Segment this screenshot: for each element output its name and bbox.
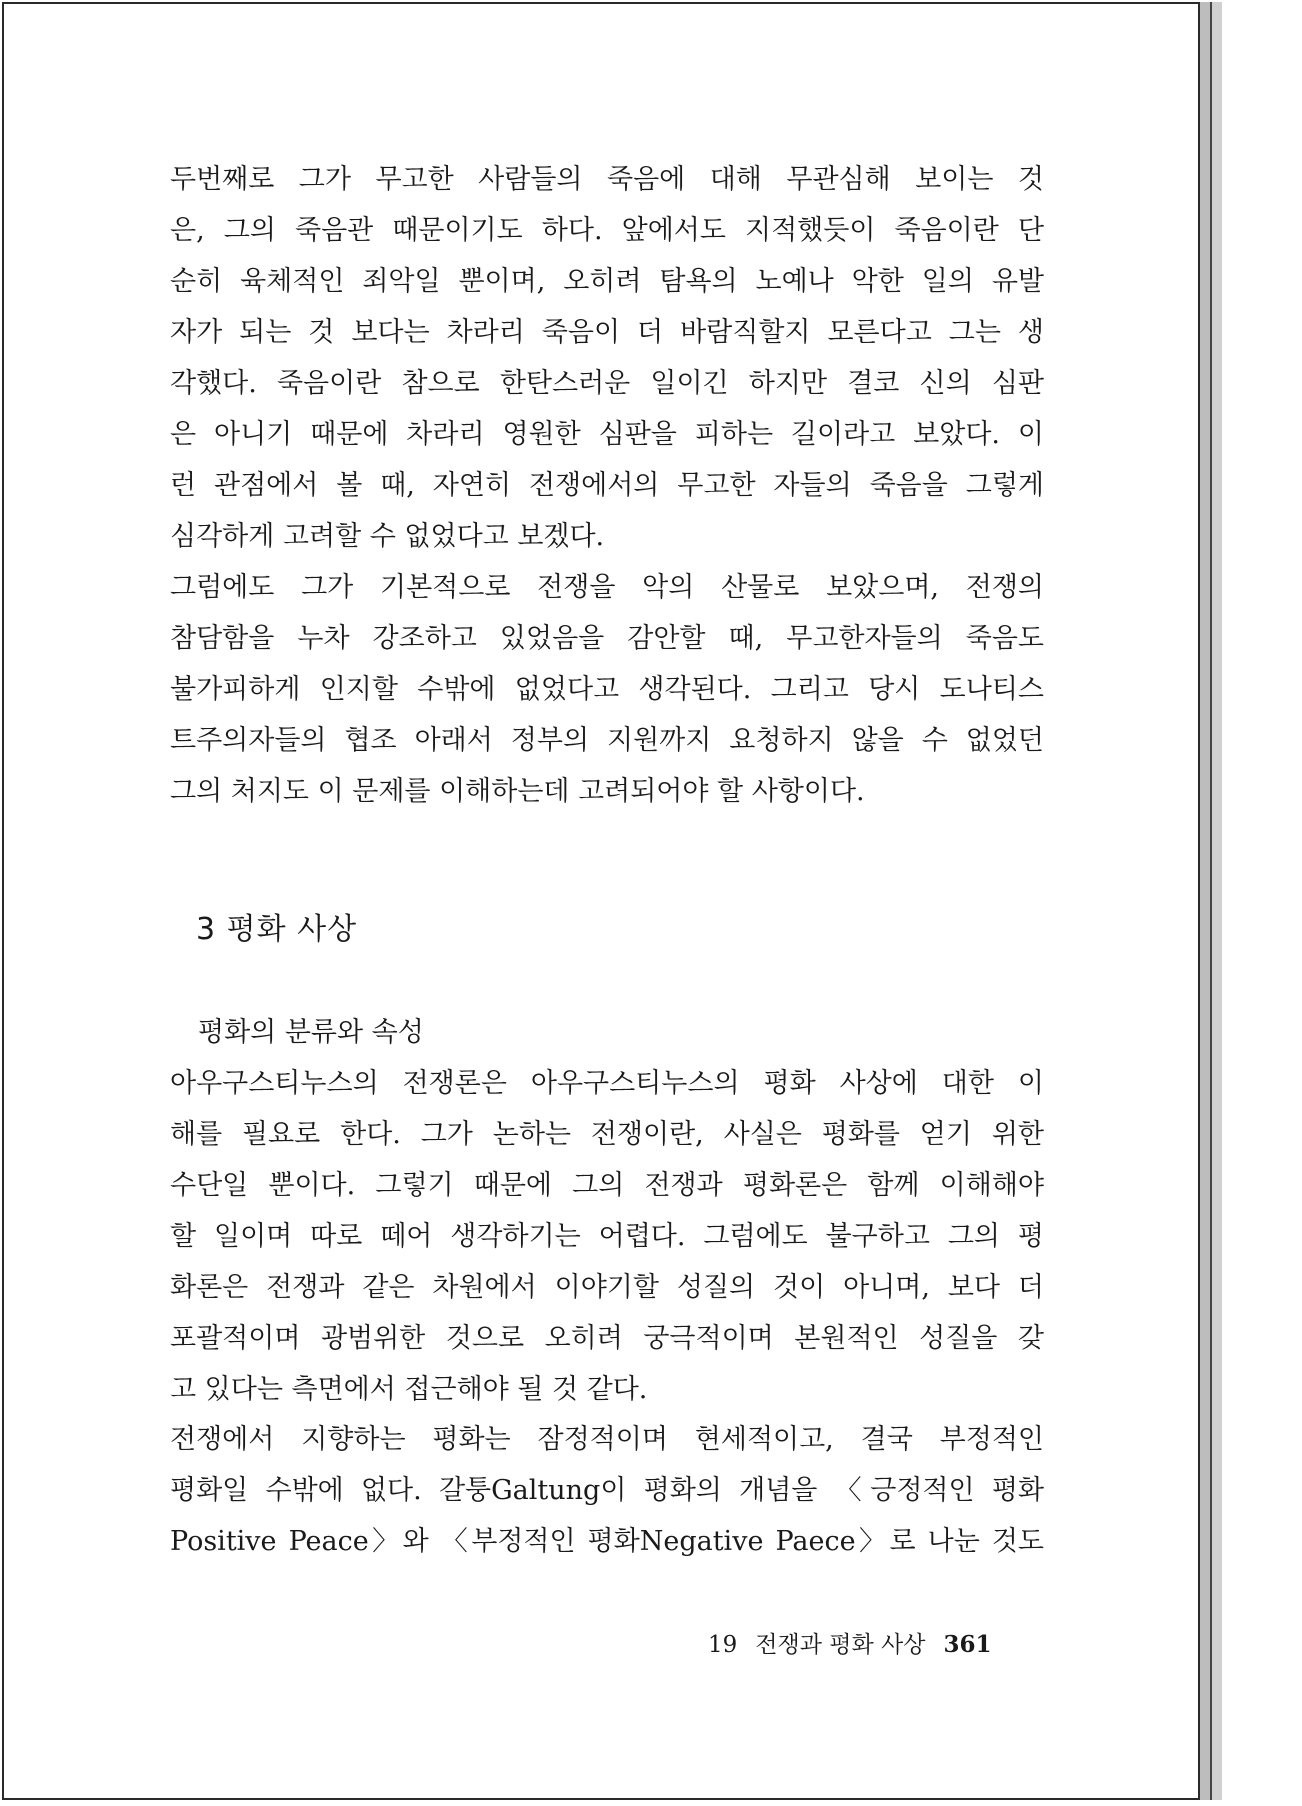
text-line: 불가피하게 인지할 수밖에 없었다고 생각된다. 그리고 당시 도나티스: [170, 674, 1044, 705]
text-line: 두번째로 그가 무고한 사람들의 죽음에 대해 무관심해 보이는 것: [170, 164, 1044, 195]
paragraph-1: [170, 154, 1044, 562]
text-line: 평화일 수밖에 없다. 갈퉁Galtung이 평화의 개념을 〈긍정적인 평화: [170, 1475, 1044, 1506]
text-line: 할 일이며 따로 떼어 생각하기는 어렵다. 그럼에도 불구하고 그의 평: [170, 1221, 1044, 1252]
text-line: 아우구스티누스의 전쟁론은 아우구스티누스의 평화 사상에 대한 이: [170, 1068, 1044, 1099]
text-line: 은 아니기 때문에 차라리 영원한 심판을 피하는 길이라고 보았다. 이: [170, 419, 1044, 450]
paragraph-4: [170, 1414, 1044, 1567]
running-footer: [708, 1626, 991, 1659]
text-line: 런 관점에서 볼 때, 자연히 전쟁에서의 무고한 자들의 죽음을 그렇게: [170, 470, 1044, 501]
sub-heading: 평화의 분류와 속성: [198, 1017, 424, 1048]
text-line: 고 있다는 측면에서 접근해야 될 것 같다.: [170, 1374, 648, 1405]
text-line: 그의 처지도 이 문제를 이해하는데 고려되어야 할 사항이다.: [170, 776, 865, 807]
page-number: 361: [943, 1631, 992, 1658]
text-line: 자가 되는 것 보다는 차라리 죽음이 더 바람직할지 모른다고 그는 생: [170, 317, 1044, 348]
text-line: 수단일 뿐이다. 그렇기 때문에 그의 전쟁과 평화론은 함께 이해해야: [170, 1170, 1044, 1201]
section-heading: 3 평화 사상: [196, 912, 358, 947]
book-page: [2, 2, 1200, 1800]
text-line: 각했다. 죽음이란 참으로 한탄스러운 일이긴 하지만 결코 신의 심판: [170, 368, 1044, 399]
text-line: 포괄적이며 광범위한 것으로 오히려 궁극적이며 본원적인 성질을 갖: [170, 1323, 1044, 1354]
text-line: Positive Peace〉와 〈부정적인 평화Negative Paece〉로 나눈 것도: [170, 1526, 1044, 1557]
text-line: 전쟁에서 지향하는 평화는 잠정적이며 현세적이고, 결국 부정적인: [170, 1424, 1044, 1455]
text-line: 트주의자들의 협조 아래서 정부의 지원까지 요청하지 않을 수 없었던: [170, 725, 1044, 756]
text-line: 그럼에도 그가 기본적으로 전쟁을 악의 산물로 보았으며, 전쟁의: [170, 572, 1044, 603]
text-line: 은, 그의 죽음관 때문이기도 하다. 앞에서도 지적했듯이 죽음이란 단: [170, 215, 1044, 246]
text-line: 화론은 전쟁과 같은 차원에서 이야기할 성질의 것이 아니며, 보다 더: [170, 1272, 1044, 1303]
text-line: 심각하게 고려할 수 없었다고 보겠다.: [170, 521, 605, 552]
page-edge-shadow: [1202, 14, 1220, 1800]
text-line: 참담함을 누차 강조하고 있었음을 감안할 때, 무고한자들의 죽음도: [170, 623, 1044, 654]
paragraph-3: [170, 1058, 1044, 1415]
text-line: 해를 필요로 한다. 그가 논하는 전쟁이란, 사실은 평화를 얻기 위한: [170, 1119, 1044, 1150]
chapter-number: 19: [708, 1632, 738, 1658]
text-line: 순히 육체적인 죄악일 뿐이며, 오히려 탐욕의 노예나 악한 일의 유발: [170, 266, 1044, 297]
running-title: 전쟁과 평화 사상: [755, 1632, 926, 1658]
paragraph-2: [170, 562, 1044, 817]
